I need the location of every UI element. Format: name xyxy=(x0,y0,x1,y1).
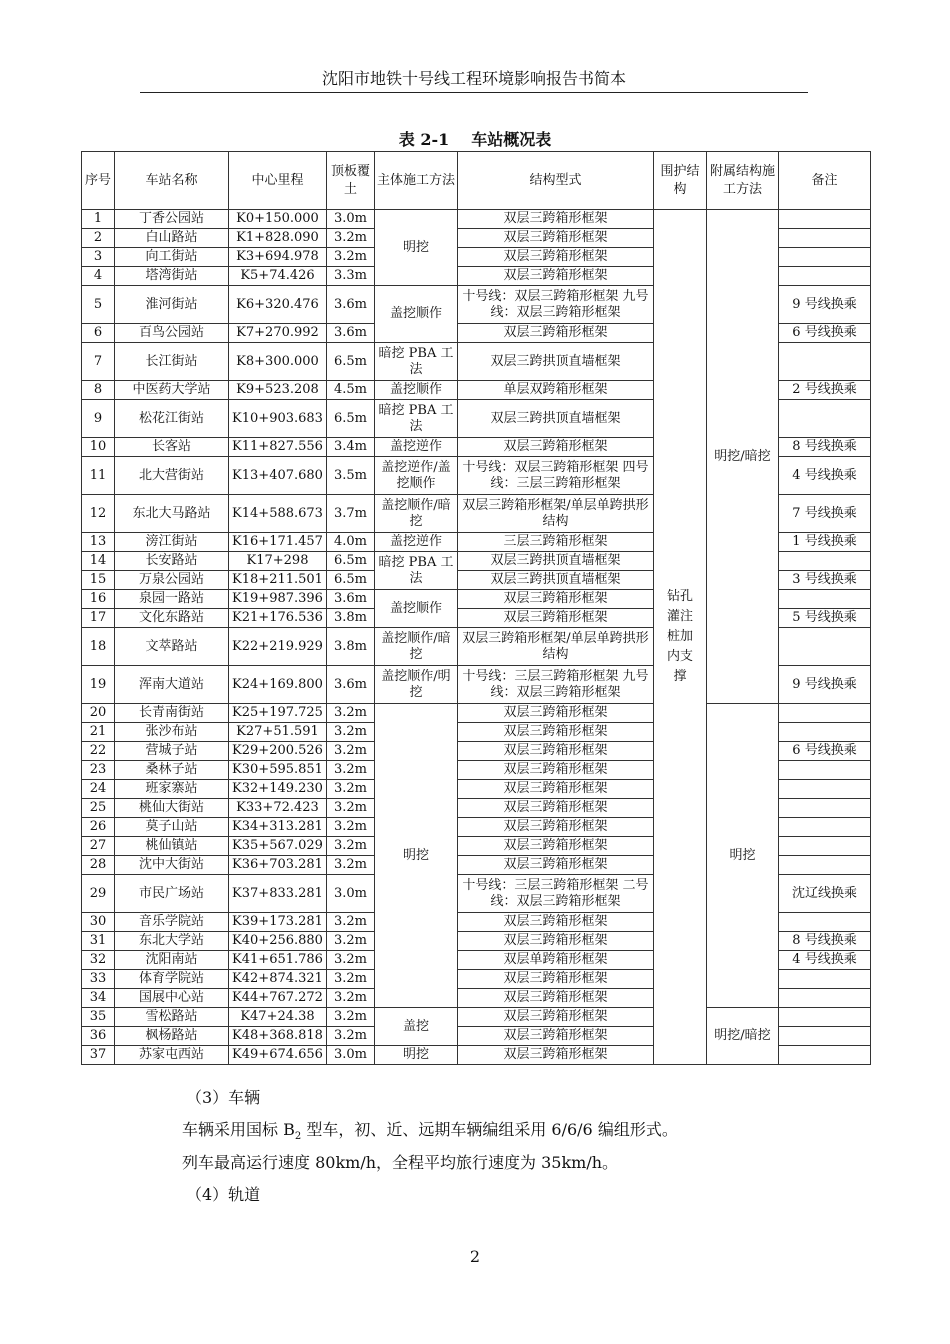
construction-method: 盖挖逆作 xyxy=(375,533,458,552)
construction-method: 盖挖逆作 xyxy=(375,438,458,457)
remark xyxy=(779,229,871,248)
center-mileage: K42+874.321 xyxy=(229,970,327,989)
roof-cover: 3.2m xyxy=(327,723,375,742)
remark xyxy=(779,400,871,438)
station-name: 长青南街站 xyxy=(115,704,229,723)
remark: 2 号线换乘 xyxy=(779,381,871,400)
station-name: 松花江街站 xyxy=(115,400,229,438)
center-mileage: K17+298 xyxy=(229,552,327,571)
construction-method: 暗挖 PBA 工法 xyxy=(375,552,458,590)
station-name: 东北大学站 xyxy=(115,932,229,951)
structure-type: 双层三跨箱形框架 xyxy=(458,438,654,457)
structure-type: 双层三跨箱形框架 xyxy=(458,229,654,248)
construction-method: 盖挖顺作 xyxy=(375,590,458,628)
remark xyxy=(779,989,871,1008)
remark xyxy=(779,1027,871,1046)
table-row xyxy=(82,704,871,723)
remark xyxy=(779,761,871,780)
center-mileage: K27+51.591 xyxy=(229,723,327,742)
center-mileage: K25+197.725 xyxy=(229,704,327,723)
structure-type: 双层三跨箱形框架 xyxy=(458,818,654,837)
remark xyxy=(779,913,871,932)
table-title: 车站概况表 xyxy=(471,130,552,149)
row-number: 5 xyxy=(82,286,115,324)
center-mileage: K48+368.818 xyxy=(229,1027,327,1046)
row-number: 32 xyxy=(82,951,115,970)
remark: 1 号线换乘 xyxy=(779,533,871,552)
center-mileage: K7+270.992 xyxy=(229,324,327,343)
station-name: 桃仙大街站 xyxy=(115,799,229,818)
center-mileage: K18+211.501 xyxy=(229,571,327,590)
roof-cover: 3.2m xyxy=(327,780,375,799)
station-name: 莫子山站 xyxy=(115,818,229,837)
remark: 9 号线换乘 xyxy=(779,286,871,324)
center-mileage: K44+767.272 xyxy=(229,989,327,1008)
center-mileage: K13+407.680 xyxy=(229,457,327,495)
center-mileage: K49+674.656 xyxy=(229,1046,327,1065)
station-name: 东北大马路站 xyxy=(115,495,229,533)
roof-cover: 3.6m xyxy=(327,286,375,324)
row-number: 3 xyxy=(82,248,115,267)
row-number: 31 xyxy=(82,932,115,951)
paragraph-vehicles-a: 车辆采用国标 B xyxy=(182,1120,295,1139)
roof-cover: 3.6m xyxy=(327,590,375,609)
center-mileage: K36+703.281 xyxy=(229,856,327,875)
table-row xyxy=(82,1008,871,1027)
paragraph-vehicles xyxy=(182,1117,678,1142)
center-mileage: K33+72.423 xyxy=(229,799,327,818)
row-number: 7 xyxy=(82,343,115,381)
table-number: 表 2-1 xyxy=(398,130,450,149)
col-header: 附属结构施工方法 xyxy=(707,152,779,210)
remark xyxy=(779,780,871,799)
row-number: 13 xyxy=(82,533,115,552)
station-name: 向工街站 xyxy=(115,248,229,267)
station-name: 泉园一路站 xyxy=(115,590,229,609)
row-number: 11 xyxy=(82,457,115,495)
row-number: 14 xyxy=(82,552,115,571)
station-name: 白山路站 xyxy=(115,229,229,248)
station-name: 丁香公园站 xyxy=(115,210,229,229)
row-number: 27 xyxy=(82,837,115,856)
construction-method: 明挖 xyxy=(375,1046,458,1065)
construction-method: 明挖 xyxy=(375,210,458,286)
structure-type: 双层单跨箱形框架 xyxy=(458,951,654,970)
remark: 9 号线换乘 xyxy=(779,666,871,704)
roof-cover: 3.2m xyxy=(327,913,375,932)
construction-method: 盖挖顺作 xyxy=(375,381,458,400)
roof-cover: 3.0m xyxy=(327,210,375,229)
retaining-structure: 钻孔灌注桩加内支撑 xyxy=(654,210,707,1065)
auxiliary-method: 明挖/暗挖 xyxy=(707,210,779,704)
col-header: 备注 xyxy=(779,152,871,210)
station-name: 桃仙镇站 xyxy=(115,837,229,856)
row-number: 4 xyxy=(82,267,115,286)
structure-type: 双层三跨箱形框架 xyxy=(458,856,654,875)
structure-type: 十号线：三层三跨箱形框架 二号线：双层三跨箱形框架 xyxy=(458,875,654,913)
structure-type: 双层三跨箱形框架 xyxy=(458,1008,654,1027)
center-mileage: K30+595.851 xyxy=(229,761,327,780)
center-mileage: K1+828.090 xyxy=(229,229,327,248)
structure-type: 双层三跨拱顶直墙框架 xyxy=(458,571,654,590)
remark: 7 号线换乘 xyxy=(779,495,871,533)
remark xyxy=(779,267,871,286)
roof-cover: 6.5m xyxy=(327,400,375,438)
structure-type: 十号线：双层三跨箱形框架 九号线：双层三跨箱形框架 xyxy=(458,286,654,324)
roof-cover: 6.5m xyxy=(327,552,375,571)
structure-type: 双层三跨箱形框架 xyxy=(458,210,654,229)
construction-method: 暗挖 PBA 工法 xyxy=(375,400,458,438)
structure-type: 三层三跨箱形框架 xyxy=(458,533,654,552)
row-number: 26 xyxy=(82,818,115,837)
center-mileage: K10+903.683 xyxy=(229,400,327,438)
center-mileage: K14+588.673 xyxy=(229,495,327,533)
col-header: 围护结构 xyxy=(654,152,707,210)
center-mileage: K21+176.536 xyxy=(229,609,327,628)
col-header: 主体施工方法 xyxy=(375,152,458,210)
paragraph-vehicles-b: 型车，初、近、远期车辆编组采用 6/6/6 编组形式。 xyxy=(301,1120,678,1139)
row-number: 9 xyxy=(82,400,115,438)
roof-cover: 6.5m xyxy=(327,571,375,590)
subscript: 2 xyxy=(294,1131,302,1143)
roof-cover: 3.4m xyxy=(327,438,375,457)
center-mileage: K3+694.978 xyxy=(229,248,327,267)
station-name: 雪松路站 xyxy=(115,1008,229,1027)
remark xyxy=(779,248,871,267)
center-mileage: K47+24.38 xyxy=(229,1008,327,1027)
remark xyxy=(779,343,871,381)
roof-cover: 3.2m xyxy=(327,856,375,875)
station-name: 市民广场站 xyxy=(115,875,229,913)
station-name: 百鸟公园站 xyxy=(115,324,229,343)
structure-type: 双层三跨箱形框架/单层单跨拱形结构 xyxy=(458,628,654,666)
center-mileage: K16+171.457 xyxy=(229,533,327,552)
roof-cover: 3.0m xyxy=(327,875,375,913)
station-name: 桑林子站 xyxy=(115,761,229,780)
row-number: 35 xyxy=(82,1008,115,1027)
station-name: 长江街站 xyxy=(115,343,229,381)
center-mileage: K6+320.476 xyxy=(229,286,327,324)
remark: 6 号线换乘 xyxy=(779,324,871,343)
row-number: 8 xyxy=(82,381,115,400)
remark xyxy=(779,970,871,989)
center-mileage: K0+150.000 xyxy=(229,210,327,229)
center-mileage: K39+173.281 xyxy=(229,913,327,932)
auxiliary-method: 明挖 xyxy=(707,704,779,1008)
remark xyxy=(779,210,871,229)
paragraph-speed: 列车最高运行速度 80km/h，全程平均旅行速度为 35km/h。 xyxy=(182,1153,619,1172)
station-name: 长安路站 xyxy=(115,552,229,571)
auxiliary-method: 明挖/暗挖 xyxy=(707,1008,779,1065)
row-number: 33 xyxy=(82,970,115,989)
station-name: 音乐学院站 xyxy=(115,913,229,932)
center-mileage: K40+256.880 xyxy=(229,932,327,951)
row-number: 22 xyxy=(82,742,115,761)
roof-cover: 3.2m xyxy=(327,248,375,267)
station-name: 北大营街站 xyxy=(115,457,229,495)
roof-cover: 3.2m xyxy=(327,989,375,1008)
row-number: 6 xyxy=(82,324,115,343)
roof-cover: 3.2m xyxy=(327,761,375,780)
remark: 沈辽线换乘 xyxy=(779,875,871,913)
roof-cover: 4.0m xyxy=(327,533,375,552)
remark xyxy=(779,818,871,837)
structure-type: 双层三跨拱顶直墙框架 xyxy=(458,400,654,438)
structure-type: 双层三跨箱形框架 xyxy=(458,248,654,267)
roof-cover: 3.8m xyxy=(327,609,375,628)
station-name: 中医药大学站 xyxy=(115,381,229,400)
station-name: 体育学院站 xyxy=(115,970,229,989)
remark xyxy=(779,856,871,875)
section-heading-track: （4）轨道 xyxy=(186,1185,261,1204)
row-number: 24 xyxy=(82,780,115,799)
remark xyxy=(779,628,871,666)
col-header: 序号 xyxy=(82,152,115,210)
construction-method: 盖挖顺作 xyxy=(375,286,458,343)
remark xyxy=(779,1046,871,1065)
structure-type: 双层三跨箱形框架/单层单跨拱形结构 xyxy=(458,495,654,533)
station-name: 枫杨路站 xyxy=(115,1027,229,1046)
station-name: 文化东路站 xyxy=(115,609,229,628)
construction-method: 明挖 xyxy=(375,704,458,1008)
center-mileage: K41+651.786 xyxy=(229,951,327,970)
section-heading-vehicles: （3）车辆 xyxy=(186,1088,261,1107)
row-number: 21 xyxy=(82,723,115,742)
construction-method: 盖挖 xyxy=(375,1008,458,1046)
structure-type: 双层三跨箱形框架 xyxy=(458,913,654,932)
roof-cover: 3.2m xyxy=(327,818,375,837)
remark xyxy=(779,723,871,742)
row-number: 15 xyxy=(82,571,115,590)
station-name: 班家寨站 xyxy=(115,780,229,799)
remark: 8 号线换乘 xyxy=(779,932,871,951)
remark: 5 号线换乘 xyxy=(779,609,871,628)
construction-method: 盖挖顺作/暗挖 xyxy=(375,495,458,533)
structure-type: 双层三跨箱形框架 xyxy=(458,704,654,723)
station-name: 张沙布站 xyxy=(115,723,229,742)
station-name: 文萃路站 xyxy=(115,628,229,666)
remark xyxy=(779,799,871,818)
row-number: 2 xyxy=(82,229,115,248)
station-name: 苏家屯西站 xyxy=(115,1046,229,1065)
remark: 4 号线换乘 xyxy=(779,951,871,970)
structure-type: 双层三跨箱形框架 xyxy=(458,780,654,799)
table-row xyxy=(82,210,871,229)
row-number: 20 xyxy=(82,704,115,723)
remark xyxy=(779,1008,871,1027)
station-name: 国展中心站 xyxy=(115,989,229,1008)
construction-method: 盖挖逆作/盖挖顺作 xyxy=(375,457,458,495)
roof-cover: 3.2m xyxy=(327,837,375,856)
station-name: 沈阳南站 xyxy=(115,951,229,970)
station-name: 塔湾街站 xyxy=(115,267,229,286)
remark xyxy=(779,704,871,723)
row-number: 16 xyxy=(82,590,115,609)
structure-type: 双层三跨箱形框架 xyxy=(458,932,654,951)
center-mileage: K5+74.426 xyxy=(229,267,327,286)
row-number: 17 xyxy=(82,609,115,628)
row-number: 18 xyxy=(82,628,115,666)
table-header-row xyxy=(82,152,871,210)
construction-method: 盖挖顺作/明挖 xyxy=(375,666,458,704)
remark: 4 号线换乘 xyxy=(779,457,871,495)
row-number: 30 xyxy=(82,913,115,932)
row-number: 36 xyxy=(82,1027,115,1046)
roof-cover: 3.7m xyxy=(327,495,375,533)
remark: 6 号线换乘 xyxy=(779,742,871,761)
center-mileage: K24+169.800 xyxy=(229,666,327,704)
roof-cover: 3.2m xyxy=(327,742,375,761)
table-caption xyxy=(0,127,950,150)
structure-type: 双层三跨箱形框架 xyxy=(458,970,654,989)
structure-type: 双层三跨箱形框架 xyxy=(458,590,654,609)
roof-cover: 3.5m xyxy=(327,457,375,495)
remark xyxy=(779,590,871,609)
roof-cover: 3.8m xyxy=(327,628,375,666)
roof-cover: 3.2m xyxy=(327,1008,375,1027)
station-name: 营城子站 xyxy=(115,742,229,761)
structure-type: 双层三跨箱形框架 xyxy=(458,1046,654,1065)
row-number: 29 xyxy=(82,875,115,913)
document-header: 沈阳市地铁十号线工程环境影响报告书简本 xyxy=(140,66,808,93)
structure-type: 双层三跨箱形框架 xyxy=(458,742,654,761)
row-number: 10 xyxy=(82,438,115,457)
page-number: 2 xyxy=(469,1247,481,1266)
roof-cover: 3.2m xyxy=(327,799,375,818)
station-name: 万泉公园站 xyxy=(115,571,229,590)
structure-type: 双层三跨拱顶直墙框架 xyxy=(458,343,654,381)
roof-cover: 3.0m xyxy=(327,1046,375,1065)
construction-method: 盖挖顺作/暗挖 xyxy=(375,628,458,666)
center-mileage: K22+219.929 xyxy=(229,628,327,666)
roof-cover: 3.2m xyxy=(327,970,375,989)
structure-type: 双层三跨箱形框架 xyxy=(458,837,654,856)
structure-type: 双层三跨箱形框架 xyxy=(458,609,654,628)
structure-type: 双层三跨箱形框架 xyxy=(458,267,654,286)
center-mileage: K11+827.556 xyxy=(229,438,327,457)
row-number: 25 xyxy=(82,799,115,818)
row-number: 28 xyxy=(82,856,115,875)
col-header: 结构型式 xyxy=(458,152,654,210)
structure-type: 十号线：三层三跨箱形框架 九号线：双层三跨箱形框架 xyxy=(458,666,654,704)
station-name: 淮河街站 xyxy=(115,286,229,324)
row-number: 37 xyxy=(82,1046,115,1065)
row-number: 23 xyxy=(82,761,115,780)
row-number: 12 xyxy=(82,495,115,533)
station-table xyxy=(81,151,871,1065)
center-mileage: K29+200.526 xyxy=(229,742,327,761)
remark: 3 号线换乘 xyxy=(779,571,871,590)
remark xyxy=(779,837,871,856)
construction-method: 暗挖 PBA 工法 xyxy=(375,343,458,381)
station-name: 滂江街站 xyxy=(115,533,229,552)
structure-type: 双层三跨箱形框架 xyxy=(458,799,654,818)
structure-type: 双层三跨箱形框架 xyxy=(458,761,654,780)
center-mileage: K9+523.208 xyxy=(229,381,327,400)
center-mileage: K8+300.000 xyxy=(229,343,327,381)
center-mileage: K32+149.230 xyxy=(229,780,327,799)
row-number: 1 xyxy=(82,210,115,229)
roof-cover: 3.2m xyxy=(327,704,375,723)
structure-type: 双层三跨箱形框架 xyxy=(458,1027,654,1046)
station-name: 浑南大道站 xyxy=(115,666,229,704)
structure-type: 单层双跨箱形框架 xyxy=(458,381,654,400)
roof-cover: 3.2m xyxy=(327,951,375,970)
structure-type: 双层三跨箱形框架 xyxy=(458,324,654,343)
roof-cover: 3.2m xyxy=(327,229,375,248)
row-number: 34 xyxy=(82,989,115,1008)
structure-type: 双层三跨箱形框架 xyxy=(458,989,654,1008)
center-mileage: K37+833.281 xyxy=(229,875,327,913)
roof-cover: 3.2m xyxy=(327,1027,375,1046)
roof-cover: 3.6m xyxy=(327,324,375,343)
structure-type: 双层三跨拱顶直墙框架 xyxy=(458,552,654,571)
col-header: 车站名称 xyxy=(115,152,229,210)
remark: 8 号线换乘 xyxy=(779,438,871,457)
roof-cover: 3.3m xyxy=(327,267,375,286)
structure-type: 十号线：双层三跨箱形框架 四号线：三层三跨箱形框架 xyxy=(458,457,654,495)
roof-cover: 6.5m xyxy=(327,343,375,381)
remark xyxy=(779,552,871,571)
roof-cover: 3.6m xyxy=(327,666,375,704)
center-mileage: K34+313.281 xyxy=(229,818,327,837)
row-number: 19 xyxy=(82,666,115,704)
center-mileage: K35+567.029 xyxy=(229,837,327,856)
roof-cover: 3.2m xyxy=(327,932,375,951)
structure-type: 双层三跨箱形框架 xyxy=(458,723,654,742)
station-name: 长客站 xyxy=(115,438,229,457)
col-header: 中心里程 xyxy=(229,152,327,210)
roof-cover: 4.5m xyxy=(327,381,375,400)
station-name: 沈中大街站 xyxy=(115,856,229,875)
center-mileage: K19+987.396 xyxy=(229,590,327,609)
col-header: 顶板覆土 xyxy=(327,152,375,210)
